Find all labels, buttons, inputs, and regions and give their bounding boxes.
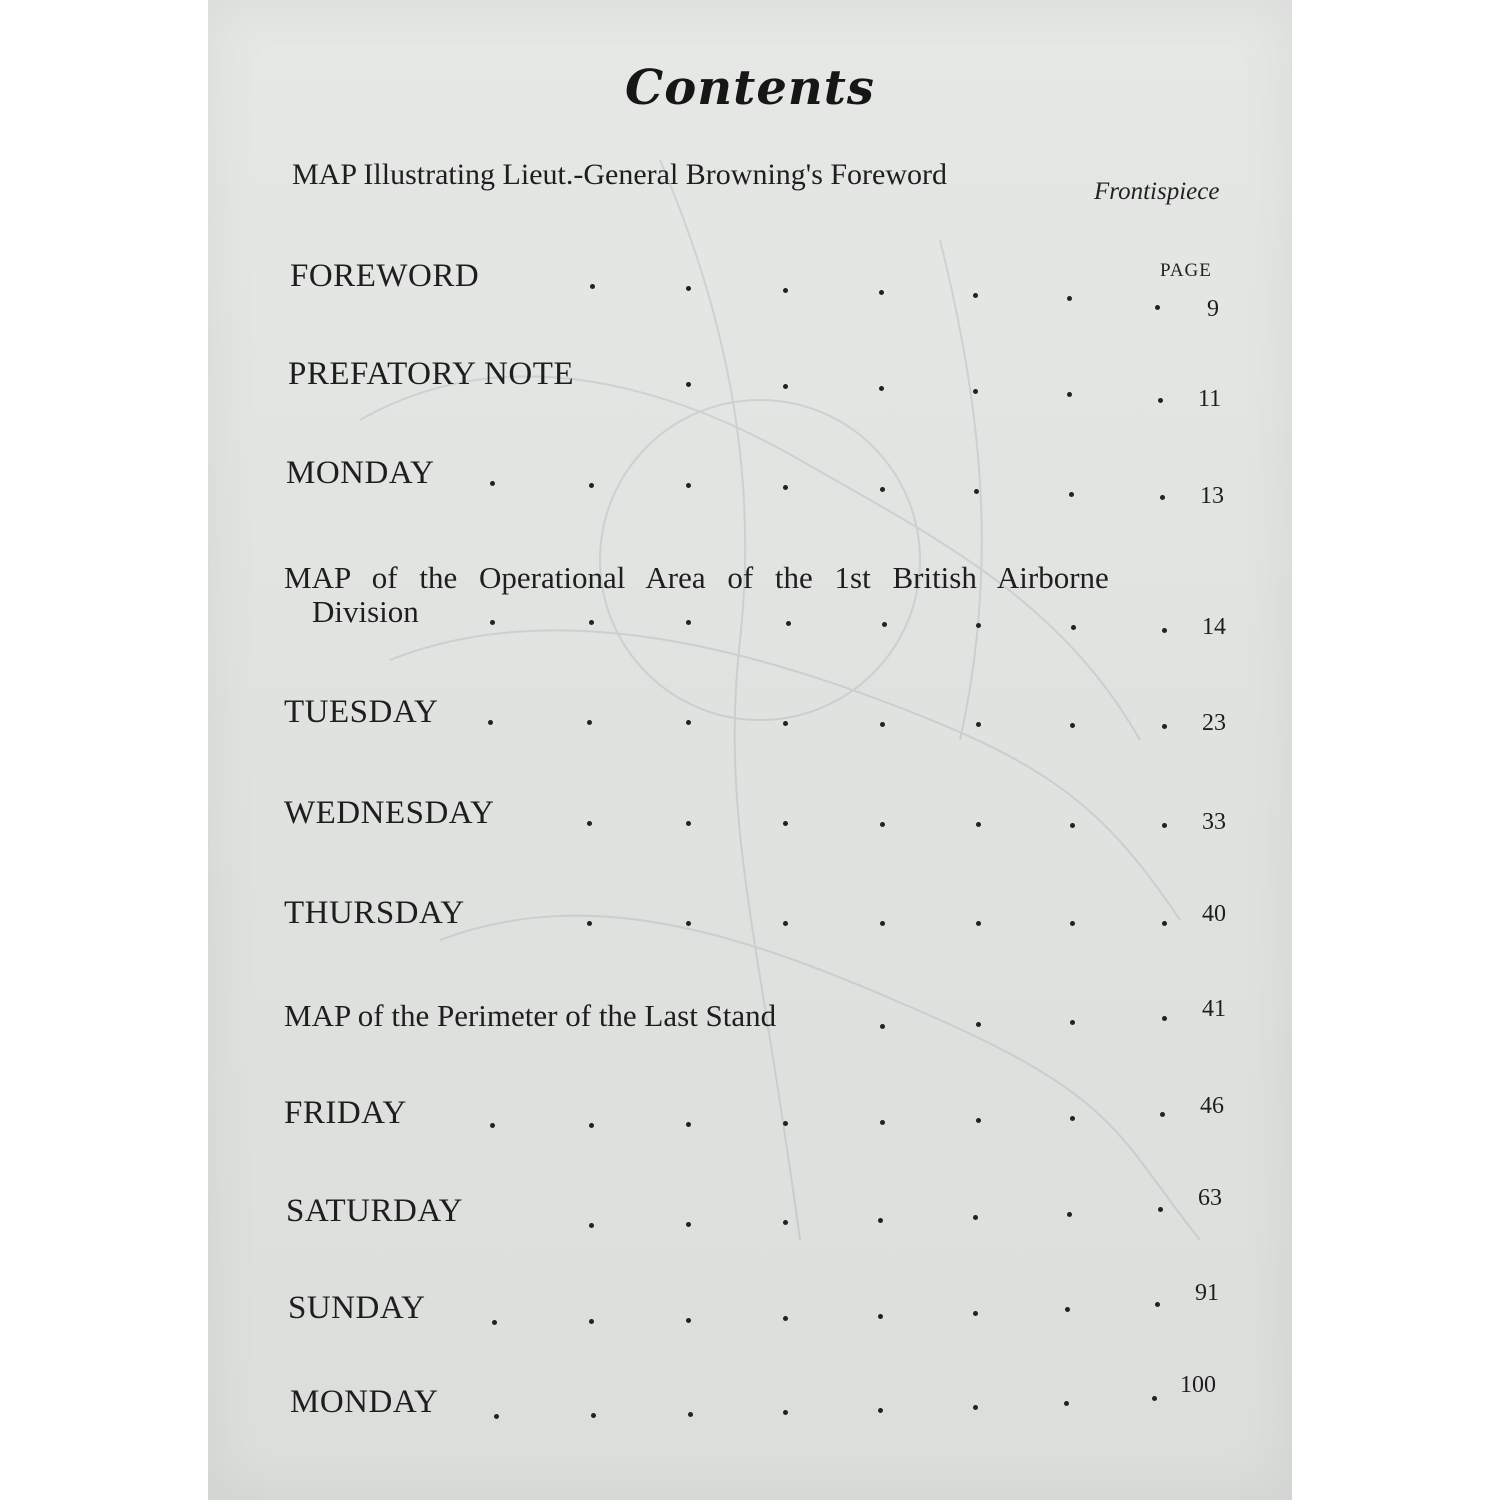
leader-dot [783, 1410, 788, 1415]
leader-dot [589, 1123, 594, 1128]
leader-dot [1162, 1016, 1167, 1021]
toc-entry-label: MONDAY [290, 1384, 439, 1420]
leader-dot [973, 1405, 978, 1410]
toc-entry-page: 100 [1180, 1372, 1216, 1398]
leader-dot [880, 487, 885, 492]
toc-entry [0, 258, 1500, 322]
leader-dot [587, 921, 592, 926]
leader-dot [1155, 305, 1160, 310]
leader-dot [783, 1316, 788, 1321]
toc-entry [0, 455, 1500, 515]
toc-entry-leader [0, 598, 1500, 658]
leader-dot [589, 483, 594, 488]
leader-dot [976, 623, 981, 628]
toc-entry-label: TUESDAY [284, 694, 439, 730]
toc-entry [0, 895, 1500, 955]
leader-dot [686, 1122, 691, 1127]
toc-entry [0, 356, 1500, 416]
leader-dot [973, 1215, 978, 1220]
leader-dot [1070, 1020, 1075, 1025]
leader-dot [1160, 495, 1165, 500]
leader-dot [878, 1408, 883, 1413]
leader-dot [880, 1120, 885, 1125]
leader-dot [1160, 1112, 1165, 1117]
leader-dot [976, 822, 981, 827]
leader-dot [882, 622, 887, 627]
leader-dot [1155, 1302, 1160, 1307]
leader-dot [686, 720, 691, 725]
leader-dot [973, 1311, 978, 1316]
leader-dot [494, 1414, 499, 1419]
leader-dot [974, 489, 979, 494]
leader-dot [973, 389, 978, 394]
toc-entry-label-continuation: Division [312, 594, 419, 629]
leader-dot [1162, 724, 1167, 729]
leader-dot [587, 720, 592, 725]
leader-dot [589, 1319, 594, 1324]
leader-dot [686, 1222, 691, 1227]
toc-entry-page: 14 [1202, 614, 1226, 640]
toc-entry-page: 33 [1202, 809, 1226, 835]
leader-dot [880, 822, 885, 827]
toc-entry [0, 996, 1500, 1056]
leader-dot [1162, 921, 1167, 926]
leader-dot [973, 293, 978, 298]
leader-dot [1067, 296, 1072, 301]
leader-dot [783, 1220, 788, 1225]
leader-dot [976, 1118, 981, 1123]
leader-dot [976, 722, 981, 727]
leader-dot [783, 921, 788, 926]
leader-dot [1069, 492, 1074, 497]
toc-entry [0, 1185, 1500, 1253]
toc-entry-page: 9 [1207, 296, 1219, 322]
leader-dot [1067, 392, 1072, 397]
frontispiece-entry-label: MAP Illustrating Lieut.-General Browning's Foreword [292, 158, 948, 191]
toc-entry-page: 40 [1202, 901, 1226, 927]
leader-dot [1070, 1116, 1075, 1121]
leader-dot [686, 921, 691, 926]
leader-dot [686, 620, 691, 625]
leader-dot [1070, 921, 1075, 926]
leader-dot [490, 481, 495, 486]
leader-dot [490, 1123, 495, 1128]
leader-dot [783, 821, 788, 826]
leader-dot [880, 921, 885, 926]
leader-dot [686, 1318, 691, 1323]
leader-dot [1158, 398, 1163, 403]
leader-dot [880, 1024, 885, 1029]
toc-entry-label: MAP of the Perimeter of the Last Stand [284, 998, 777, 1033]
leader-dot [976, 1022, 981, 1027]
leader-dot [1070, 823, 1075, 828]
toc-entry [0, 1280, 1500, 1350]
page-title: Contents [625, 60, 875, 116]
leader-dot [492, 1320, 497, 1325]
leader-dot [686, 821, 691, 826]
leader-dot [879, 290, 884, 295]
toc-entry-label: SUNDAY [288, 1290, 426, 1326]
leader-dot [783, 1121, 788, 1126]
leader-dot [490, 620, 495, 625]
toc-entry-page: 41 [1202, 996, 1226, 1022]
leader-dot [589, 1223, 594, 1228]
leader-dot [1162, 628, 1167, 633]
leader-dot [1162, 823, 1167, 828]
leader-dot [783, 384, 788, 389]
leader-dot [878, 1218, 883, 1223]
leader-dot [880, 722, 885, 727]
page-column-header: PAGE [1160, 260, 1212, 281]
leader-dot [878, 1314, 883, 1319]
toc-entry-page: 91 [1195, 1280, 1219, 1306]
leader-dot [587, 821, 592, 826]
leader-dot [1071, 625, 1076, 630]
toc-entry-label: PREFATORY NOTE [288, 356, 575, 392]
leader-dot [783, 721, 788, 726]
leader-dot [1070, 723, 1075, 728]
leader-dot [976, 921, 981, 926]
leader-dot [686, 483, 691, 488]
leader-dot [688, 1412, 693, 1417]
toc-entry-label: MONDAY [286, 455, 435, 491]
leader-dot [879, 386, 884, 391]
leader-dot [1064, 1401, 1069, 1406]
leader-dot [1065, 1307, 1070, 1312]
toc-entry-page: 13 [1200, 483, 1224, 509]
leader-dot [783, 288, 788, 293]
toc-entry-label: WEDNESDAY [284, 795, 495, 831]
toc-entry [0, 795, 1500, 855]
toc-entry-page: 23 [1202, 710, 1226, 736]
leader-dot [1067, 1212, 1072, 1217]
leader-dot [1152, 1396, 1157, 1401]
leader-dot [783, 485, 788, 490]
leader-dot [589, 620, 594, 625]
leader-dot [786, 621, 791, 626]
leader-dot [686, 286, 691, 291]
leader-dot [590, 284, 595, 289]
leader-dot [591, 1413, 596, 1418]
toc-entry-label: FRIDAY [284, 1095, 407, 1131]
frontispiece-entry-page: Frontispiece [1094, 178, 1220, 205]
toc-entry-page: 11 [1198, 386, 1222, 412]
leader-dot [686, 382, 691, 387]
toc-entry-label: THURSDAY [284, 895, 465, 931]
toc-entry-page: 46 [1200, 1093, 1224, 1119]
toc-entry [0, 694, 1500, 754]
leader-dot [1158, 1207, 1163, 1212]
leader-dot [488, 720, 493, 725]
toc-entry-label: SATURDAY [286, 1193, 463, 1229]
toc-entry [0, 1372, 1500, 1444]
toc-entry [0, 1095, 1500, 1155]
toc-entry-label: FOREWORD [290, 258, 480, 294]
toc-entry-page: 63 [1198, 1185, 1222, 1211]
toc-entry-label: MAP of the Operational Area of the 1st British Airborne [284, 560, 1109, 595]
